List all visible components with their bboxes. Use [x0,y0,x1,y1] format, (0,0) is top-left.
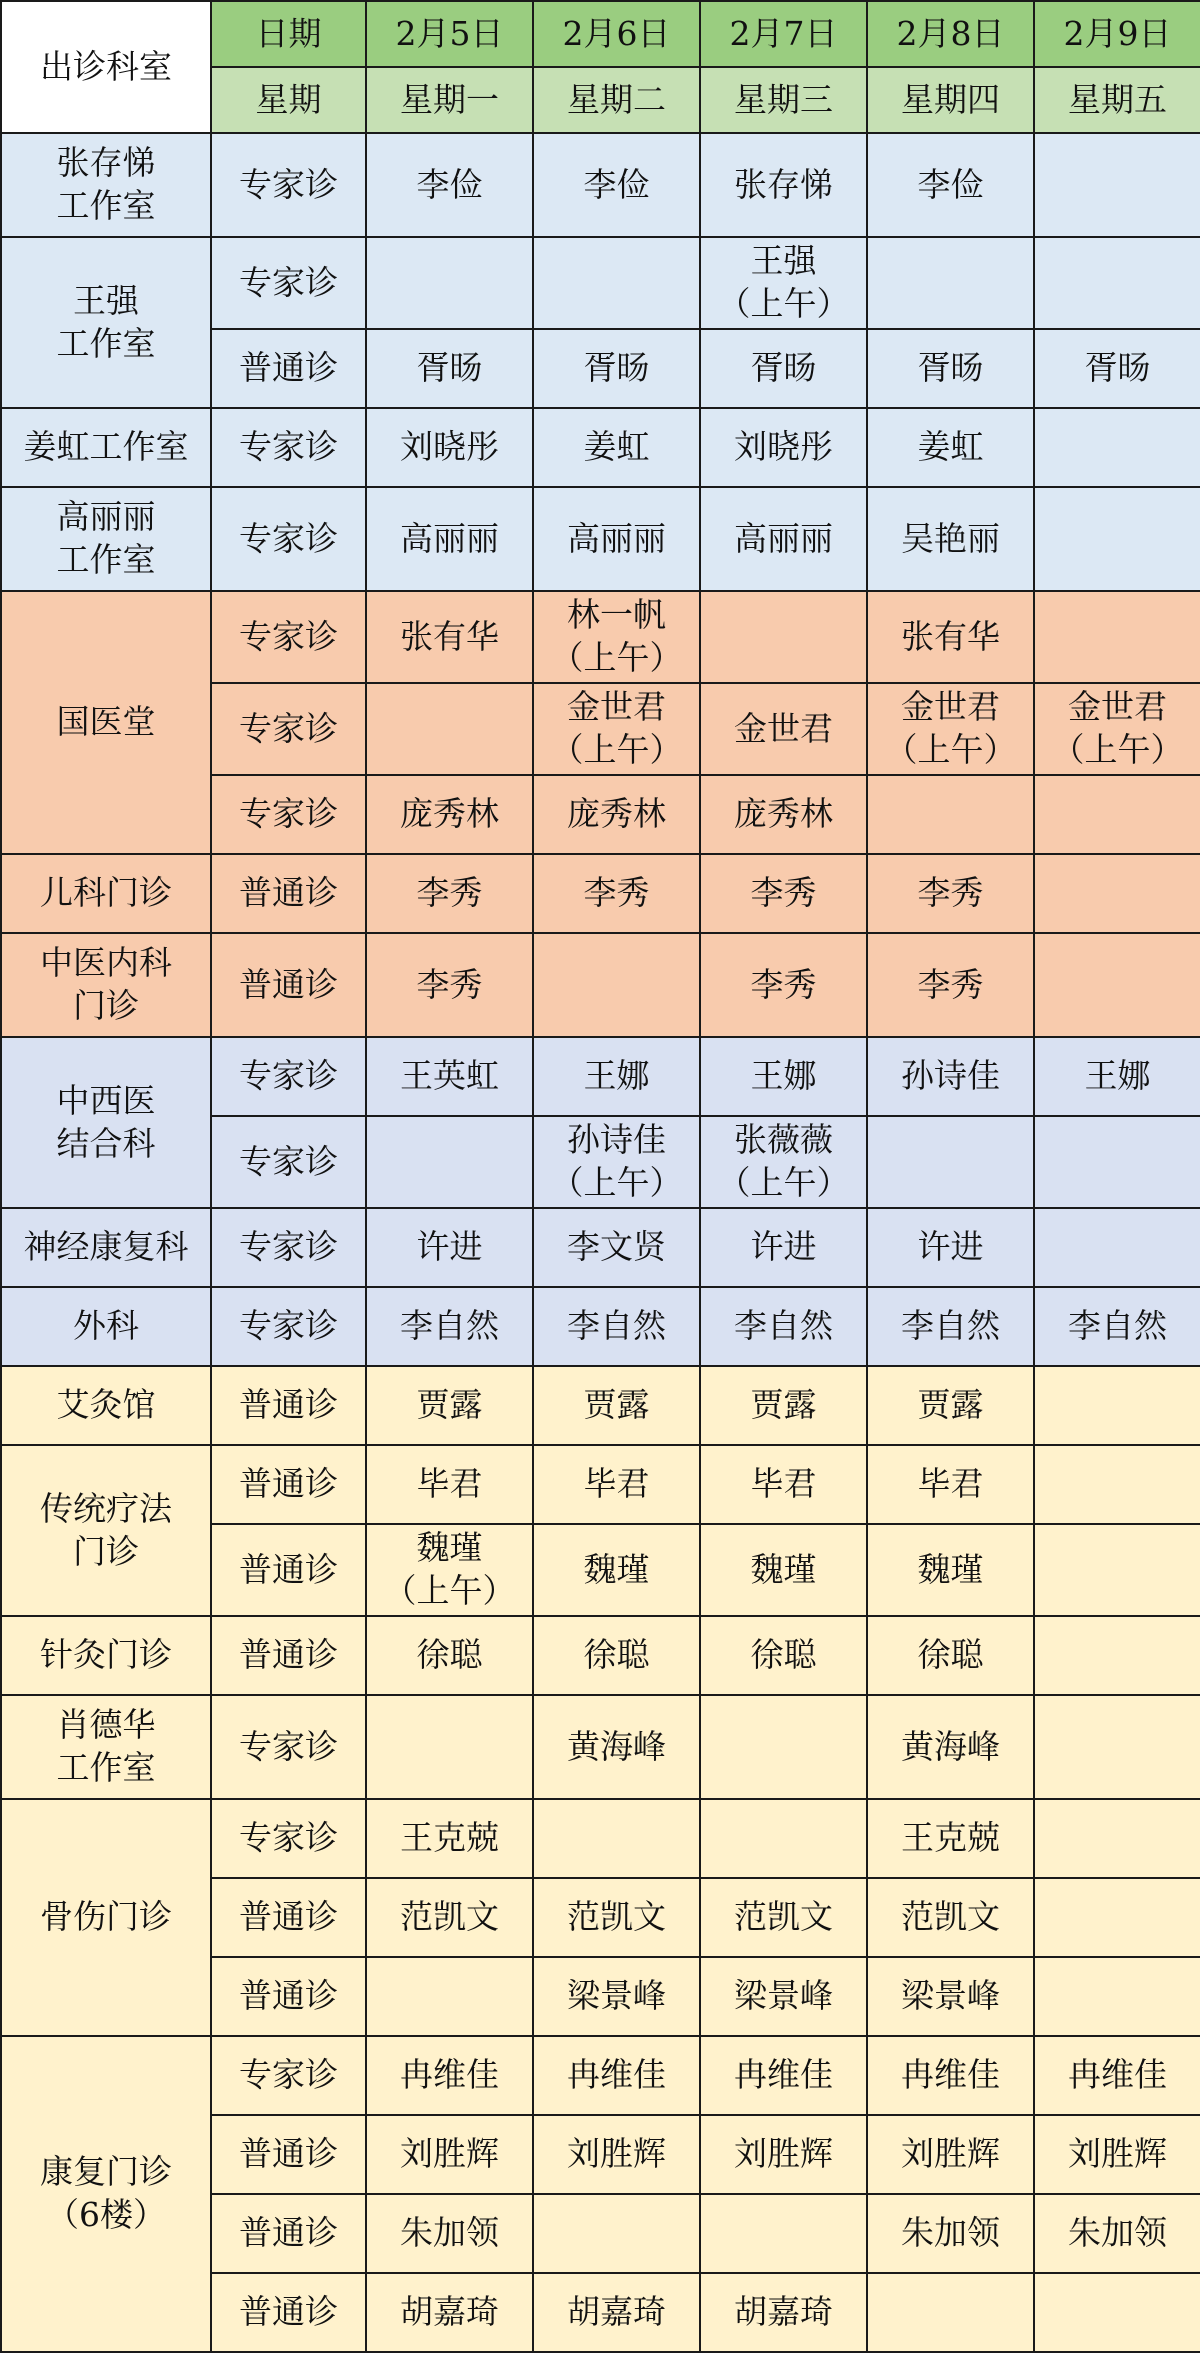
doctor-cell: 冉维佳 [1034,2036,1200,2115]
doctor-cell: 魏瑾 （上午） [366,1524,533,1616]
schedule-row [1,2036,1200,2115]
doctor-cell [1034,775,1200,854]
doctor-cell: 朱加领 [1034,2194,1200,2273]
clinic-type-cell: 专家诊 [211,408,366,487]
clinic-type-cell: 专家诊 [211,683,366,775]
doctor-cell: 许进 [366,1208,533,1287]
doctor-cell: 胥旸 [1034,329,1200,408]
department-name-cell: 儿科门诊 [1,854,211,933]
weekday-label-cell: 星期 [211,67,366,133]
doctor-cell: 吴艳丽 [867,487,1034,591]
doctor-cell [1034,1878,1200,1957]
doctor-cell: 徐聪 [867,1616,1034,1695]
schedule-row [1,237,1200,329]
weekday-header-cell: 星期三 [700,67,867,133]
doctor-cell: 李自然 [366,1287,533,1366]
doctor-cell: 金世君 （上午） [1034,683,1200,775]
department-column-header: 出诊科室 [1,1,211,133]
doctor-cell [1034,1799,1200,1878]
doctor-cell: 王强 （上午） [700,237,867,329]
doctor-cell [867,2273,1034,2352]
doctor-cell [1034,591,1200,683]
doctor-cell: 许进 [867,1208,1034,1287]
schedule-row [1,1799,1200,1878]
header-date-row [1,1,1200,67]
schedule-row [1,591,1200,683]
doctor-cell: 李秀 [867,854,1034,933]
doctor-cell: 刘胜辉 [700,2115,867,2194]
doctor-cell: 林一帆 （上午） [533,591,700,683]
doctor-cell [1034,408,1200,487]
clinic-type-cell: 专家诊 [211,1208,366,1287]
doctor-cell: 李自然 [533,1287,700,1366]
department-name-cell: 针灸门诊 [1,1616,211,1695]
doctor-cell [1034,2273,1200,2352]
doctor-cell [1034,854,1200,933]
clinic-type-cell: 普通诊 [211,933,366,1037]
clinic-type-cell: 普通诊 [211,2273,366,2352]
doctor-cell: 庞秀林 [533,775,700,854]
doctor-cell: 范凯文 [700,1878,867,1957]
doctor-cell: 姜虹 [533,408,700,487]
doctor-cell [1034,133,1200,237]
clinic-type-cell: 普通诊 [211,2115,366,2194]
doctor-cell [366,683,533,775]
department-name-cell: 骨伤门诊 [1,1799,211,2036]
department-name-cell: 高丽丽 工作室 [1,487,211,591]
doctor-cell [700,1695,867,1799]
doctor-cell: 胥旸 [366,329,533,408]
doctor-cell: 范凯文 [366,1878,533,1957]
doctor-cell: 姜虹 [867,408,1034,487]
weekday-header-cell: 星期二 [533,67,700,133]
doctor-cell [1034,933,1200,1037]
doctor-cell [366,237,533,329]
doctor-cell: 李俭 [867,133,1034,237]
doctor-cell [700,2194,867,2273]
clinic-type-cell: 专家诊 [211,775,366,854]
schedule-row [1,854,1200,933]
doctor-cell: 徐聪 [533,1616,700,1695]
clinic-type-cell: 专家诊 [211,237,366,329]
doctor-cell: 李秀 [533,854,700,933]
doctor-cell: 庞秀林 [366,775,533,854]
department-name-cell: 外科 [1,1287,211,1366]
clinic-type-cell: 普通诊 [211,1957,366,2036]
clinic-type-cell: 专家诊 [211,487,366,591]
doctor-cell: 毕君 [867,1445,1034,1524]
clinic-type-cell: 普通诊 [211,1616,366,1695]
department-name-cell: 艾灸馆 [1,1366,211,1445]
doctor-cell: 刘胜辉 [1034,2115,1200,2194]
doctor-cell: 胡嘉琦 [366,2273,533,2352]
doctor-cell: 刘晓彤 [366,408,533,487]
doctor-cell: 李俭 [366,133,533,237]
doctor-cell: 李文贤 [533,1208,700,1287]
schedule-row [1,933,1200,1037]
clinic-type-cell: 专家诊 [211,1116,366,1208]
weekday-header-cell: 星期五 [1034,67,1200,133]
doctor-cell: 毕君 [366,1445,533,1524]
date-header-cell: 2月6日 [533,1,700,67]
doctor-cell: 徐聪 [366,1616,533,1695]
doctor-cell: 孙诗佳 （上午） [533,1116,700,1208]
doctor-cell: 李自然 [1034,1287,1200,1366]
clinic-type-cell: 专家诊 [211,1287,366,1366]
doctor-cell: 胥旸 [867,329,1034,408]
doctor-cell: 胥旸 [700,329,867,408]
doctor-cell: 李秀 [700,933,867,1037]
department-name-cell: 传统疗法 门诊 [1,1445,211,1616]
doctor-cell: 黄海峰 [867,1695,1034,1799]
doctor-cell [1034,237,1200,329]
doctor-cell [1034,1695,1200,1799]
department-name-cell: 姜虹工作室 [1,408,211,487]
clinic-type-cell: 专家诊 [211,1799,366,1878]
doctor-cell [867,775,1034,854]
department-name-cell: 国医堂 [1,591,211,854]
date-header-cell: 2月9日 [1034,1,1200,67]
doctor-cell [366,1957,533,2036]
schedule-row [1,1037,1200,1116]
doctor-cell: 许进 [700,1208,867,1287]
doctor-cell: 李秀 [700,854,867,933]
clinic-type-cell: 专家诊 [211,1037,366,1116]
doctor-cell: 刘胜辉 [533,2115,700,2194]
doctor-cell [533,237,700,329]
weekday-header-cell: 星期一 [366,67,533,133]
doctor-cell: 胥旸 [533,329,700,408]
doctor-cell: 冉维佳 [867,2036,1034,2115]
doctor-cell: 朱加领 [867,2194,1034,2273]
doctor-cell: 王娜 [700,1037,867,1116]
doctor-cell [1034,1957,1200,2036]
schedule-row [1,133,1200,237]
doctor-cell: 李秀 [867,933,1034,1037]
doctor-cell [533,933,700,1037]
doctor-cell: 王克兢 [867,1799,1034,1878]
date-label-cell: 日期 [211,1,366,67]
doctor-cell: 高丽丽 [366,487,533,591]
doctor-cell [366,1695,533,1799]
doctor-cell: 梁景峰 [867,1957,1034,2036]
schedule-row [1,1287,1200,1366]
schedule-row [1,487,1200,591]
doctor-cell [1034,1616,1200,1695]
doctor-cell: 庞秀林 [700,775,867,854]
doctor-cell: 魏瑾 [700,1524,867,1616]
doctor-cell: 冉维佳 [533,2036,700,2115]
clinic-type-cell: 专家诊 [211,1695,366,1799]
doctor-cell: 刘晓彤 [700,408,867,487]
doctor-cell: 李秀 [366,933,533,1037]
doctor-cell: 范凯文 [533,1878,700,1957]
doctor-cell: 贾露 [533,1366,700,1445]
clinic-type-cell: 专家诊 [211,2036,366,2115]
doctor-cell: 高丽丽 [700,487,867,591]
doctor-cell [533,2194,700,2273]
doctor-cell: 徐聪 [700,1616,867,1695]
department-name-cell: 肖德华 工作室 [1,1695,211,1799]
doctor-cell: 金世君 （上午） [867,683,1034,775]
schedule-row [1,1616,1200,1695]
weekday-header-cell: 星期四 [867,67,1034,133]
doctor-cell: 金世君 （上午） [533,683,700,775]
doctor-cell [700,591,867,683]
doctor-cell: 李自然 [867,1287,1034,1366]
department-name-cell: 张存悌 工作室 [1,133,211,237]
clinic-type-cell: 专家诊 [211,133,366,237]
doctor-cell: 毕君 [533,1445,700,1524]
doctor-cell: 刘胜辉 [366,2115,533,2194]
clinic-type-cell: 普通诊 [211,1366,366,1445]
schedule-row [1,1445,1200,1524]
doctor-cell [1034,1208,1200,1287]
department-name-cell: 中西医 结合科 [1,1037,211,1208]
doctor-cell: 李秀 [366,854,533,933]
doctor-cell: 冉维佳 [366,2036,533,2115]
doctor-cell: 梁景峰 [533,1957,700,2036]
doctor-cell [366,1116,533,1208]
clinic-type-cell: 专家诊 [211,591,366,683]
doctor-cell: 张有华 [366,591,533,683]
date-header-cell: 2月8日 [867,1,1034,67]
department-name-cell: 中医内科 门诊 [1,933,211,1037]
doctor-cell: 孙诗佳 [867,1037,1034,1116]
doctor-cell: 张存悌 [700,133,867,237]
clinic-type-cell: 普通诊 [211,2194,366,2273]
doctor-cell: 毕君 [700,1445,867,1524]
clinic-type-cell: 普通诊 [211,1878,366,1957]
schedule-row [1,1695,1200,1799]
doctor-cell: 冉维佳 [700,2036,867,2115]
doctor-cell: 李自然 [700,1287,867,1366]
schedule-row [1,1208,1200,1287]
doctor-cell: 王克兢 [366,1799,533,1878]
clinic-type-cell: 普通诊 [211,1445,366,1524]
doctor-cell: 张有华 [867,591,1034,683]
date-header-cell: 2月5日 [366,1,533,67]
doctor-cell [1034,1524,1200,1616]
department-name-cell: 王强 工作室 [1,237,211,408]
doctor-cell: 魏瑾 [867,1524,1034,1616]
doctor-cell: 贾露 [867,1366,1034,1445]
department-name-cell: 康复门诊 （6楼） [1,2036,211,2352]
clinic-type-cell: 普通诊 [211,329,366,408]
doctor-cell [1034,1366,1200,1445]
doctor-cell: 张薇薇 （上午） [700,1116,867,1208]
department-name-cell: 神经康复科 [1,1208,211,1287]
doctor-cell [1034,1116,1200,1208]
schedule-row [1,1366,1200,1445]
clinic-type-cell: 普通诊 [211,854,366,933]
doctor-cell: 王娜 [533,1037,700,1116]
doctor-cell: 胡嘉琦 [533,2273,700,2352]
clinic-type-cell: 普通诊 [211,1524,366,1616]
doctor-cell [867,1116,1034,1208]
doctor-cell: 贾露 [700,1366,867,1445]
schedule-row [1,408,1200,487]
doctor-cell: 刘胜辉 [867,2115,1034,2194]
doctor-cell: 高丽丽 [533,487,700,591]
doctor-cell: 朱加领 [366,2194,533,2273]
doctor-cell: 李俭 [533,133,700,237]
doctor-cell: 胡嘉琦 [700,2273,867,2352]
doctor-cell: 黄海峰 [533,1695,700,1799]
doctor-cell: 金世君 [700,683,867,775]
doctor-cell: 王英虹 [366,1037,533,1116]
doctor-cell: 贾露 [366,1366,533,1445]
doctor-cell: 范凯文 [867,1878,1034,1957]
doctor-cell: 梁景峰 [700,1957,867,2036]
doctor-cell [533,1799,700,1878]
schedule-body [1,133,1200,2352]
date-header-cell: 2月7日 [700,1,867,67]
doctor-cell [700,1799,867,1878]
doctor-cell [867,237,1034,329]
doctor-cell: 王娜 [1034,1037,1200,1116]
doctor-cell [1034,487,1200,591]
doctor-cell: 魏瑾 [533,1524,700,1616]
doctor-cell [1034,1445,1200,1524]
